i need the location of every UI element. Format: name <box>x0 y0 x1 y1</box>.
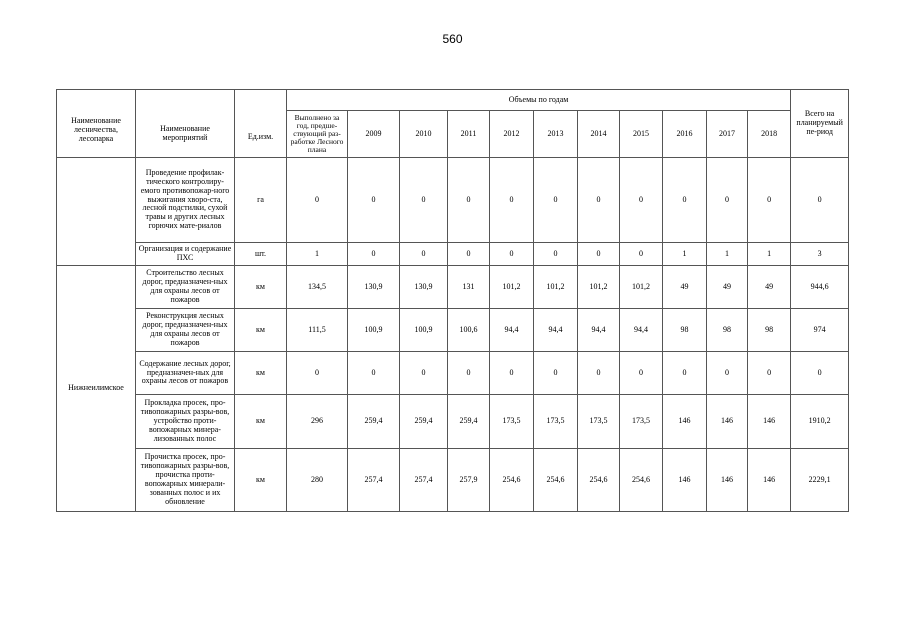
year-value-cell: 259,4 <box>448 395 490 449</box>
year-value-cell: 101,2 <box>534 266 578 309</box>
year-value-cell: 94,4 <box>620 309 663 352</box>
year-value-cell: 146 <box>707 449 748 512</box>
year-value-cell: 0 <box>748 352 791 395</box>
fire-protection-plan-table <box>56 89 849 512</box>
year-value-cell: 254,6 <box>620 449 663 512</box>
year-value-cell: 0 <box>578 243 620 266</box>
total-cell: 0 <box>791 352 849 395</box>
table-row <box>57 352 849 395</box>
header-unit: Ед.изм. <box>235 90 287 158</box>
total-cell: 944,6 <box>791 266 849 309</box>
table-row <box>57 158 849 243</box>
year-value-cell: 101,2 <box>578 266 620 309</box>
year-value-cell: 1 <box>748 243 791 266</box>
year-value-cell: 94,4 <box>490 309 534 352</box>
header-year: 2016 <box>663 111 707 158</box>
header-year: 2012 <box>490 111 534 158</box>
year-value-cell: 0 <box>620 158 663 243</box>
header-total: Всего на планируемый пе-риод <box>791 90 849 158</box>
total-cell: 0 <box>791 158 849 243</box>
year-value-cell: 254,6 <box>490 449 534 512</box>
prev-year-cell: 0 <box>287 352 348 395</box>
year-value-cell: 49 <box>748 266 791 309</box>
unit-cell: км <box>235 449 287 512</box>
unit-cell: шт. <box>235 243 287 266</box>
table-row <box>57 449 849 512</box>
header-year: 2017 <box>707 111 748 158</box>
prev-year-cell: 111,5 <box>287 309 348 352</box>
activity-name: Прокладка просек, про-тивопожарных разры-вов, устройство проти-вопожарных минера-лизованных полос <box>136 395 235 449</box>
year-value-cell: 0 <box>534 243 578 266</box>
year-value-cell: 1 <box>663 243 707 266</box>
year-value-cell: 49 <box>663 266 707 309</box>
header-volumes-by-year: Объемы по годам <box>287 90 791 111</box>
activity-name: Строительство лесных дорог, предназначен-ных для охраны лесов от пожаров <box>136 266 235 309</box>
total-cell: 2229,1 <box>791 449 849 512</box>
table-row <box>57 395 849 449</box>
table-row <box>57 309 849 352</box>
year-value-cell: 98 <box>707 309 748 352</box>
page-number: 560 <box>442 32 463 46</box>
header-forestry: Наименование лесничества, лесопарка <box>57 90 136 158</box>
year-value-cell: 0 <box>490 158 534 243</box>
unit-cell: км <box>235 266 287 309</box>
year-value-cell: 259,4 <box>348 395 400 449</box>
forestry-name: Нижнеилимское <box>57 266 136 512</box>
table-row <box>57 243 849 266</box>
year-value-cell: 254,6 <box>534 449 578 512</box>
header-year: 2009 <box>348 111 400 158</box>
total-cell: 1910,2 <box>791 395 849 449</box>
year-value-cell: 0 <box>534 158 578 243</box>
header-year: 2013 <box>534 111 578 158</box>
year-value-cell: 173,5 <box>620 395 663 449</box>
year-value-cell: 94,4 <box>534 309 578 352</box>
header-prev-year: Выполнено за год, предше-ствующий раз-работке Лесного плана <box>287 111 348 158</box>
year-value-cell: 94,4 <box>578 309 620 352</box>
year-value-cell: 100,6 <box>448 309 490 352</box>
activity-name: Содержание лесных дорог, предназначен-ных для охраны лесов от пожаров <box>136 352 235 395</box>
year-value-cell: 100,9 <box>400 309 448 352</box>
year-value-cell: 0 <box>400 243 448 266</box>
prev-year-cell: 280 <box>287 449 348 512</box>
year-value-cell: 0 <box>400 158 448 243</box>
unit-cell: км <box>235 309 287 352</box>
year-value-cell: 49 <box>707 266 748 309</box>
activity-name: Проведение профилак-тического контролиру-емого противопожар-ного выжигания хворо-ста, лесной подстилки, сухой травы и других лесных горючих мате-риалов <box>136 158 235 243</box>
year-value-cell: 259,4 <box>400 395 448 449</box>
year-value-cell: 130,9 <box>348 266 400 309</box>
year-value-cell: 173,5 <box>534 395 578 449</box>
year-value-cell: 146 <box>663 395 707 449</box>
year-value-cell: 1 <box>707 243 748 266</box>
year-value-cell: 101,2 <box>490 266 534 309</box>
year-value-cell: 146 <box>748 395 791 449</box>
year-value-cell: 0 <box>620 243 663 266</box>
year-value-cell: 0 <box>578 352 620 395</box>
header-year: 2010 <box>400 111 448 158</box>
year-value-cell: 254,6 <box>578 449 620 512</box>
year-value-cell: 0 <box>448 158 490 243</box>
year-value-cell: 257,9 <box>448 449 490 512</box>
year-value-cell: 0 <box>400 352 448 395</box>
total-cell: 3 <box>791 243 849 266</box>
year-value-cell: 0 <box>707 158 748 243</box>
year-value-cell: 0 <box>534 352 578 395</box>
year-value-cell: 0 <box>663 158 707 243</box>
year-value-cell: 257,4 <box>400 449 448 512</box>
unit-cell: га <box>235 158 287 243</box>
year-value-cell: 101,2 <box>620 266 663 309</box>
year-value-cell: 173,5 <box>578 395 620 449</box>
header-year: 2014 <box>578 111 620 158</box>
header-year: 2011 <box>448 111 490 158</box>
prev-year-cell: 296 <box>287 395 348 449</box>
year-value-cell: 0 <box>348 243 400 266</box>
year-value-cell: 146 <box>748 449 791 512</box>
year-value-cell: 131 <box>448 266 490 309</box>
year-value-cell: 0 <box>448 243 490 266</box>
table-row <box>57 266 849 309</box>
year-value-cell: 146 <box>663 449 707 512</box>
header-year: 2015 <box>620 111 663 158</box>
forestry-name <box>57 158 136 266</box>
year-value-cell: 0 <box>707 352 748 395</box>
unit-cell: км <box>235 395 287 449</box>
year-value-cell: 0 <box>620 352 663 395</box>
unit-cell: км <box>235 352 287 395</box>
year-value-cell: 98 <box>663 309 707 352</box>
prev-year-cell: 134,5 <box>287 266 348 309</box>
activity-name: Реконструкция лесных дорог, предназначен-ных для охраны лесов от пожаров <box>136 309 235 352</box>
year-value-cell: 146 <box>707 395 748 449</box>
header-year: 2018 <box>748 111 791 158</box>
year-value-cell: 0 <box>490 352 534 395</box>
year-value-cell: 0 <box>578 158 620 243</box>
year-value-cell: 130,9 <box>400 266 448 309</box>
year-value-cell: 0 <box>448 352 490 395</box>
year-value-cell: 98 <box>748 309 791 352</box>
year-value-cell: 0 <box>348 158 400 243</box>
activity-name: Прочистка просек, про-тивопожарных разры-вов, прочистка проти-вопожарных минерали-зованных полос и их обновление <box>136 449 235 512</box>
prev-year-cell: 0 <box>287 158 348 243</box>
prev-year-cell: 1 <box>287 243 348 266</box>
year-value-cell: 173,5 <box>490 395 534 449</box>
header-activity: Наименование мероприятий <box>136 90 235 158</box>
year-value-cell: 257,4 <box>348 449 400 512</box>
total-cell: 974 <box>791 309 849 352</box>
year-value-cell: 100,9 <box>348 309 400 352</box>
year-value-cell: 0 <box>490 243 534 266</box>
year-value-cell: 0 <box>348 352 400 395</box>
year-value-cell: 0 <box>748 158 791 243</box>
year-value-cell: 0 <box>663 352 707 395</box>
activity-name: Организация и содержание ПХС <box>136 243 235 266</box>
